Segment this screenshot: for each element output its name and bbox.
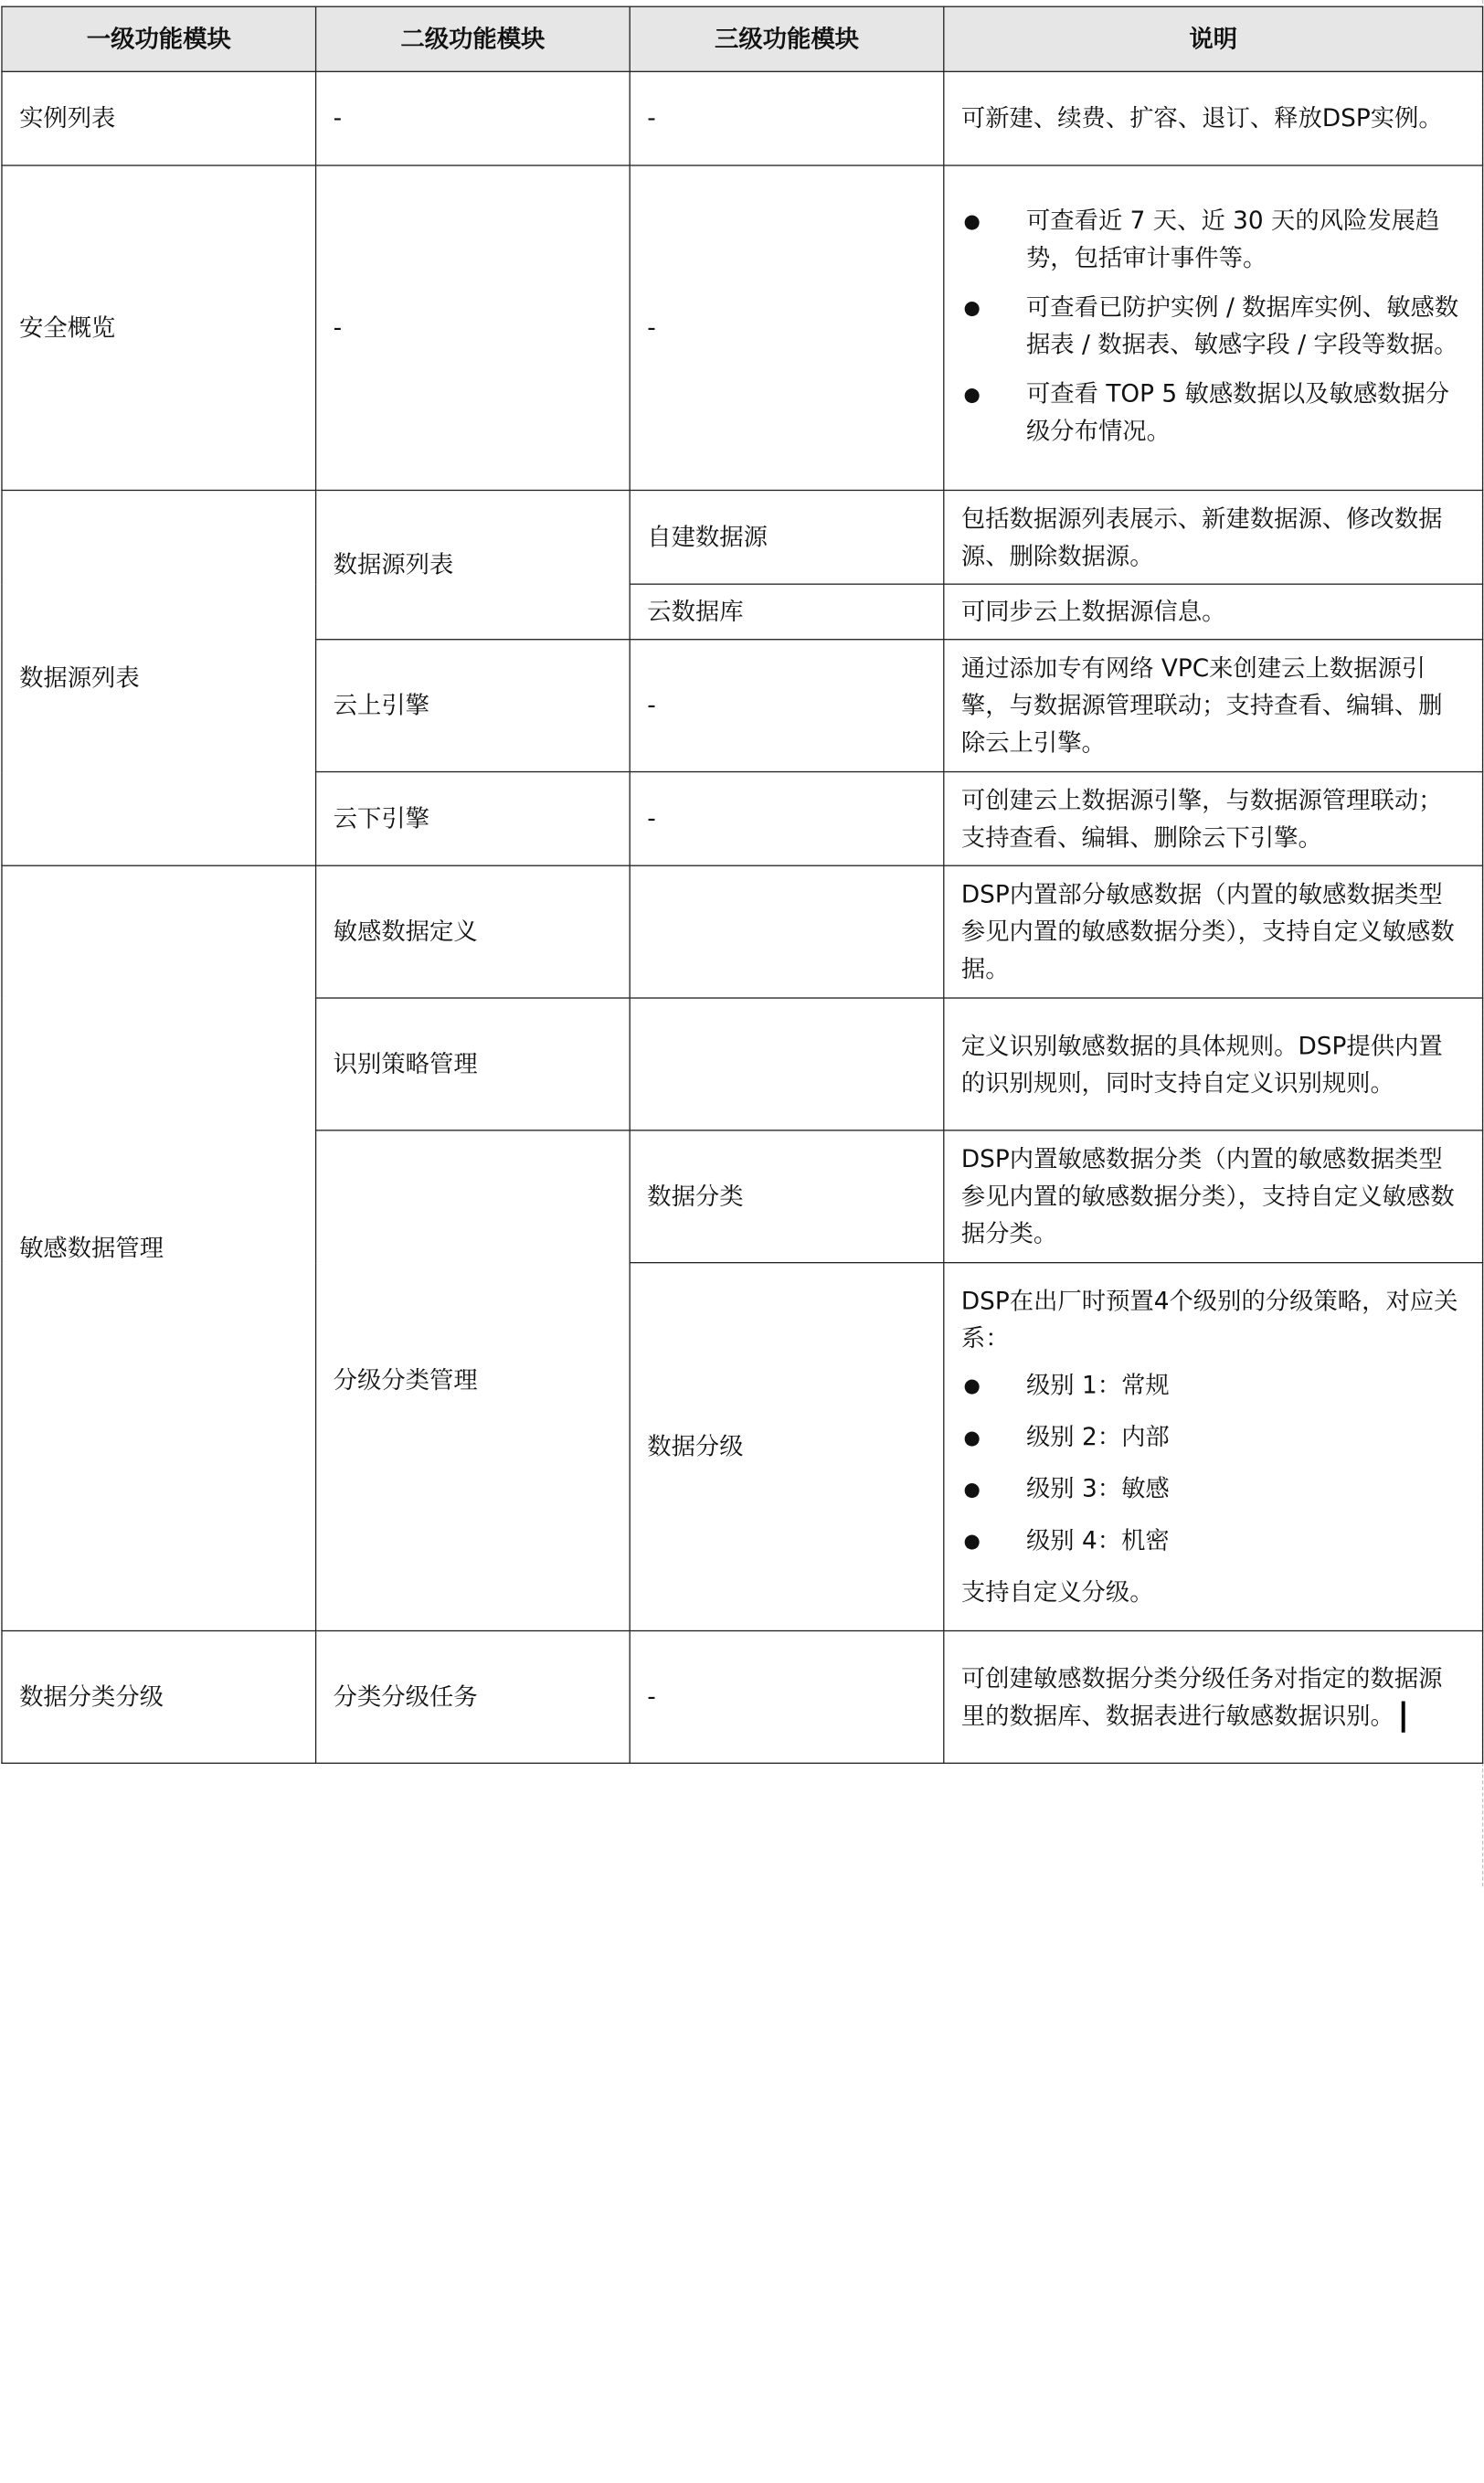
cell-description: 定义识别敏感数据的具体规则。DSP提供内置的识别规则，同时支持自定义识别规则。 xyxy=(944,998,1483,1130)
cell-level3: 数据分级 xyxy=(630,1263,944,1631)
table-row xyxy=(2,865,1483,998)
header-description: 说明 xyxy=(944,6,1483,71)
cell-level2: 分类分级任务 xyxy=(316,1631,631,1764)
bullet-item: ● 可查看已防护实例 / 数据库实例、敏感数据表 / 数据表、敏感字段 / 字段等数据。 xyxy=(961,288,1466,363)
cell-level3: 自建数据源 xyxy=(630,490,944,584)
grading-intro: DSP在出厂时预置4个级别的分级策略，对应关系： xyxy=(960,1286,1458,1353)
cell-level3: - xyxy=(630,165,944,490)
cell-level3: - xyxy=(630,640,944,772)
cell-description xyxy=(944,1631,1483,1764)
level-item: ● 级别 3：敏感 xyxy=(961,1470,1466,1508)
bullet-item: ● 可查看 TOP 5 敏感数据以及敏感数据分级分布情况。 xyxy=(961,375,1466,450)
cell-level1: 数据分类分级 xyxy=(2,1631,316,1764)
function-module-table xyxy=(1,6,1483,1764)
cell-level2: - xyxy=(316,71,631,165)
cell-description: 可创建云上数据源引擎，与数据源管理联动；支持查看、编辑、删除云下引擎。 xyxy=(944,772,1483,866)
table-row xyxy=(2,1631,1483,1764)
grading-outro: 支持自定义分级。 xyxy=(960,1576,1154,1607)
cell-description: 可新建、续费、扩容、退订、释放DSP实例。 xyxy=(944,71,1483,165)
cell-level1: 安全概览 xyxy=(2,165,316,490)
table-row xyxy=(2,165,1483,490)
cell-level2: 云下引擎 xyxy=(316,772,631,866)
cell-description xyxy=(944,1263,1483,1631)
text-cursor xyxy=(1402,1702,1405,1733)
cell-description xyxy=(944,165,1483,490)
cell-level1: 数据源列表 xyxy=(2,490,316,865)
cell-level3 xyxy=(630,865,944,998)
cell-level2: 识别策略管理 xyxy=(316,998,631,1130)
cell-level3: 云数据库 xyxy=(630,584,944,640)
level-item: ● 级别 2：内部 xyxy=(961,1418,1466,1456)
cell-description: 包括数据源列表展示、新建数据源、修改数据源、删除数据源。 xyxy=(944,490,1483,584)
table-header-row xyxy=(2,6,1483,71)
table-row xyxy=(2,490,1483,584)
level-list xyxy=(961,1367,1466,1560)
bullet-list xyxy=(961,202,1466,450)
cell-level2: 云上引擎 xyxy=(316,640,631,772)
cell-level2: 分级分类管理 xyxy=(316,1130,631,1631)
cell-level1: 敏感数据管理 xyxy=(2,865,316,1630)
header-level1: 一级功能模块 xyxy=(2,6,316,71)
cell-level3: - xyxy=(630,71,944,165)
cell-level3 xyxy=(630,998,944,1130)
cell-level2: 数据源列表 xyxy=(316,490,631,639)
cell-level3: - xyxy=(630,1631,944,1764)
cell-description: DSP内置部分敏感数据（内置的敏感数据类型参见内置的敏感数据分类），支持自定义敏感数据。 xyxy=(944,865,1483,998)
header-level2: 二级功能模块 xyxy=(316,6,631,71)
level-item: ● 级别 1：常规 xyxy=(961,1367,1466,1405)
bullet-item: ● 可查看近 7 天、近 30 天的风险发展趋势，包括审计事件等。 xyxy=(961,202,1466,277)
cell-level3: 数据分类 xyxy=(630,1130,944,1263)
cell-level3: - xyxy=(630,772,944,866)
cell-description: 可同步云上数据源信息。 xyxy=(944,584,1483,640)
level-item: ● 级别 4：机密 xyxy=(961,1522,1466,1559)
cell-level2: - xyxy=(316,165,631,490)
task-description: 可创建敏感数据分类分级任务对指定的数据源里的数据库、数据表进行敏感数据识别。 xyxy=(960,1663,1443,1730)
cell-level1: 实例列表 xyxy=(2,71,316,165)
cell-description: 通过添加专有网络 VPC来创建云上数据源引擎，与数据源管理联动；支持查看、编辑、删除云上引擎。 xyxy=(944,640,1483,772)
table-row xyxy=(2,71,1483,165)
header-level3: 三级功能模块 xyxy=(630,6,944,71)
cell-level2: 敏感数据定义 xyxy=(316,865,631,998)
cell-description: DSP内置敏感数据分类（内置的敏感数据类型参见内置的敏感数据分类），支持自定义敏感数据分类。 xyxy=(944,1130,1483,1263)
